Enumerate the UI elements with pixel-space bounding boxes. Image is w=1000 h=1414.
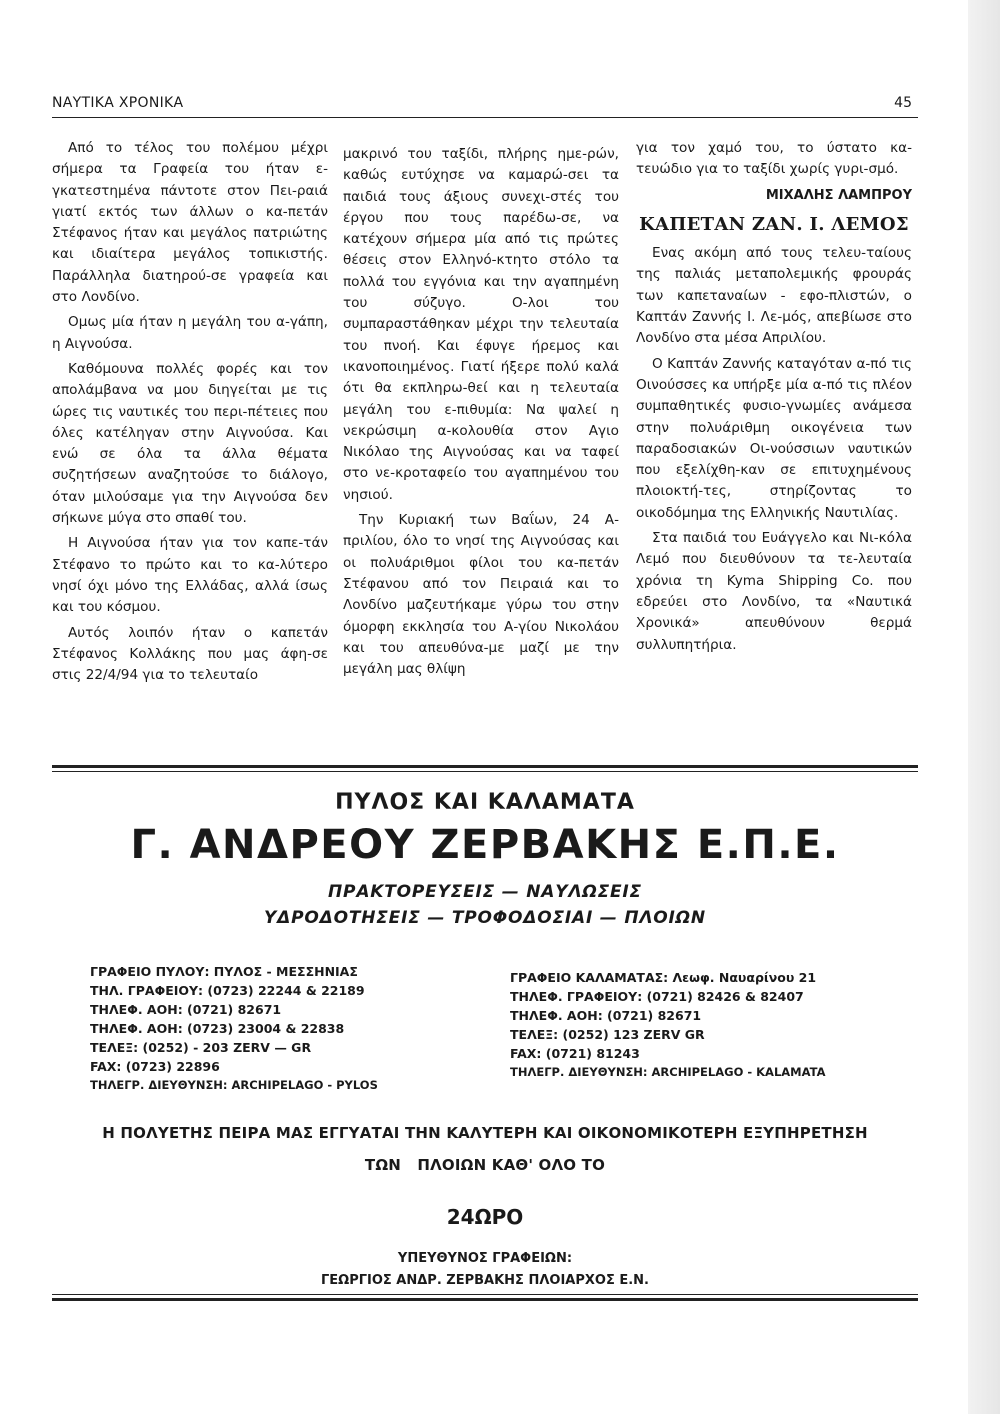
ad-motto-line-2: ΤΩΝ ΠΛΟΙΩΝ ΚΑΘ' ΟΛΟ ΤΟ [364,1156,606,1174]
paragraph: Την Κυριακή των Βαΐων, 24 Α-πριλίου, όλο το νησί της Αιγνούσας και οι πολυάριθμοι φίλοι του κα-πετάν Στέφανου από τον Πειραιά και το Λονδίνο μαζευτήκαμε γύρω του στην όμορφη εκκλησία του Α-γίου Νικολάου και του απευθύνα-με μαζί με την μεγάλη μας θλίψη [343,512,619,678]
running-header [52,95,912,117]
office-line: ΤΗΛ. ΓΡΑΦΕΙΟΥ: (0723) 22244 & 22189 [90,983,365,998]
office-line: ΤΗΛΕΦ. ΑΟΗ: (0721) 82671 [90,1002,282,1017]
paragraph: για τον χαμό του, το ύστατο κα-τευώδιο για το ταξίδι χωρίς γυρι-σμό. [636,140,912,178]
office-pylos [90,962,470,1095]
author-signature: ΜΙΧΑΛΗΣ ΛΑΜΠΡΟΥ [765,187,912,203]
office-line: ΓΡΑΦΕΙΟ ΠΥΛΟΥ: ΠΥΛΟΣ - ΜΕΣΣΗΝΙΑΣ [90,964,358,979]
paragraph: Από το τέλος του πολέμου μέχρι σήμερα τα Γραφεία του ήταν ε-γκατεστημένα πάντοτε στον Πει-ραιά γιατί εκτός των άλλων ο κα-πετάν Στέφανος ήταν και μεγάλος πατριώτης και ιδιαίτερα μεγάλος τοπικιστής. Παράλληλα διατηρού-σε γραφεία και στο Λονδίνο. [52,140,328,306]
office-line: ΤΗΛΕΦ. ΑΟΗ: (0723) 23004 & 22838 [90,1021,345,1036]
paragraph: Ενας ακόμη από τους τελευ-ταίους της παλιάς μεταπολεμικής φρουράς των καπεταναίων - εφο-πλιστών, ο Καπτάν Ζαννής Ι. Λε-μός, απεβίωσε στο Λονδίνο στα μέσα Απριλίου. [636,245,912,347]
ad-bottom-rule [52,1298,918,1301]
obituary-heading: ΚΑΠΕΤΑΝ ΖΑΝ. Ι. ΛΕΜΟΣ [639,213,909,235]
paragraph: Η Αιγνούσα ήταν για τον καπε-τάν Στέφανο το πρώτο και το κα-λύτερο νησί όχι μόνο της Ελλάδας, αλλά ίσως και του κόσμου. [52,535,328,616]
paragraph: μακρινό του ταξίδι, πλήρης ημε-ρών, καθώς ευτύχησε να καμαρώ-σει τα παιδιά τους άξιους συνεχι-στές του έργου που τους παρέδω-σε, να κατέχουν σήμερα μία από τις πρώτες θέσεις στον Ελληνό-κτητο στόλο τα πολλά του εγγόνια και την αγαπημένη του σύζυγο. Ο-λοι του συμπαραστάθηκαν μέχρι την τελευταία του πνοή. Και έφυγε ήρεμος και ικανοποιημένος. Γιατί ήξερε πολύ καλά ότι θα εκπληρω-θεί και η τελευταία μεγάλη του ε-πιθυμία: Να ψαλεί η νεκρώσιμη α-κολουθία στον Αγιο Νικόλαο της Αιγνούσας και να ταφεί στο νε-κροταφείο του αγαπημένου του νησιού. [343,146,619,503]
ad-24-hours: 24ΩΡΟ [446,1205,524,1229]
office-line: FAX: (0721) 81243 [510,1046,640,1061]
paragraph: Στα παιδιά του Ευάγγελο και Νι-κόλα Λεμό που διευθύνουν τα τε-λευταία χρόνια τη Kyma Shipping Co. που εδρεύει στο Λονδίνο, τα «Ναυτικά Χρονικά» απευθύνουν θερμά συλλυπητήρια. [636,530,912,653]
ad-responsible-name: ΓΕΩΡΓΙΟΣ ΑΝΔΡ. ΖΕΡΒΑΚΗΣ ΠΛΟΙΑΡΧΟΣ Ε.Ν. [320,1273,649,1288]
ad-responsible-label: ΥΠΕΥΘΥΝΟΣ ΓΡΑΦΕΙΩΝ: [397,1251,573,1266]
ad-bottom-rule-thin [52,1294,918,1295]
page-number: 45 [894,95,912,111]
ad-top-rule [52,765,918,768]
office-line: ΤΕΛΕΞ: (0252) 123 ZERV GR [510,1027,705,1042]
office-line: ΤΗΛΕΓΡ. ΔΙΕΥΘΥΝΣΗ: ARCHIPELAGO - PYLOS [90,1078,378,1092]
page-edge-shadow [968,0,1000,1414]
office-line: ΤΗΛΕΦ. ΓΡΑΦΕΙΟΥ: (0721) 82426 & 82407 [510,989,804,1004]
ad-services-line-2: ΥΔΡΟΔΟΤΗΣΕΙΣ — ΤΡΟΦΟΔΟΣΙΑΙ — ΠΛΟΙΩΝ [264,908,706,928]
article-column-1 [52,138,328,690]
ad-motto-line-1: Η ΠΟΛΥΕΤΗΣ ΠΕΙΡΑ ΜΑΣ ΕΓΓΥΑΤΑΙ ΤΗΝ ΚΑΛΥΤΕΡΗ ΚΑΙ ΟΙΚΟΝΟΜΙΚΟΤΕΡΗ ΕΞΥΠΗΡΕΤΗΣΗ [102,1124,868,1142]
article-column-2 [343,144,619,684]
paragraph: Καθόμουνα πολλές φορές και τον απολάμβανα να μου διηγείται με τις ώρες τις ναυτικές του περι-πέτειες που όλες κατέληγαν στην Αιγνούσα. Και ενώ σε όλα τα άλλα θέματα συζητήσεων αναζητούσε το διάλογο, όταν μιλούσαμε για την Αιγνούσα δεν σήκωνε μύγα στο σπαθί του. [52,360,328,527]
journal-title: ΝΑΥΤΙΚΑ ΧΡΟΝΙΚΑ [52,95,184,111]
paragraph: Ο Καπτάν Ζαννής καταγόταν α-πό τις Οινούσσες κα υπήρξε μία α-πό τις πλέον συμπαθητικές φυσιο-γνωμίες ανάμεσα στην πολυάριθμη οικογένεια των παραδοσιακών Οι-νούσσιων ναυτικών που εξελίχθη-καν σε επιτυχημένους πλοιοκτή-τες, στηρίζοντας το οικοδόμημα της Ελληνικής Ναυτιλίας. [636,355,912,521]
office-kalamata [510,968,910,1082]
office-line: ΤΗΛΕΓΡ. ΔΙΕΥΘΥΝΣΗ: ARCHIPELAGO - KALAMATA [510,1065,826,1079]
header-rule [52,117,918,118]
ad-top-rule-thin [52,771,918,772]
ad-city: ΠΥΛΟΣ ΚΑΙ ΚΑΛΑΜΑΤΑ [335,790,635,815]
office-line: ΤΗΛΕΦ. ΑΟΗ: (0721) 82671 [510,1008,702,1023]
ad-company-name: Γ. ΑΝΔΡΕΟΥ ΖΕΡΒΑΚΗΣ Ε.Π.Ε. [130,822,840,868]
office-line: ΓΡΑΦΕΙΟ ΚΑΛΑΜΑΤΑΣ: Λεωφ. Ναυαρίνου 21 [510,970,817,985]
office-line: ΤΕΛΕΞ: (0252) - 203 ZERV — GR [90,1040,312,1055]
paragraph: Ομως μία ήταν η μεγάλη του α-γάπη, η Αιγνούσα. [52,314,328,352]
article-column-3 [636,138,912,660]
office-line: FAX: (0723) 22896 [90,1059,220,1074]
paragraph: Αυτός λοιπόν ήταν ο καπετάν Στέφανος Κολλάκης που μας άφη-σε στις 22/4/94 για το τελευταίο [52,624,328,684]
ad-services-line-1: ΠΡΑΚΤΟΡΕΥΣΕΙΣ — ΝΑΥΛΩΣΕΙΣ [328,882,642,902]
